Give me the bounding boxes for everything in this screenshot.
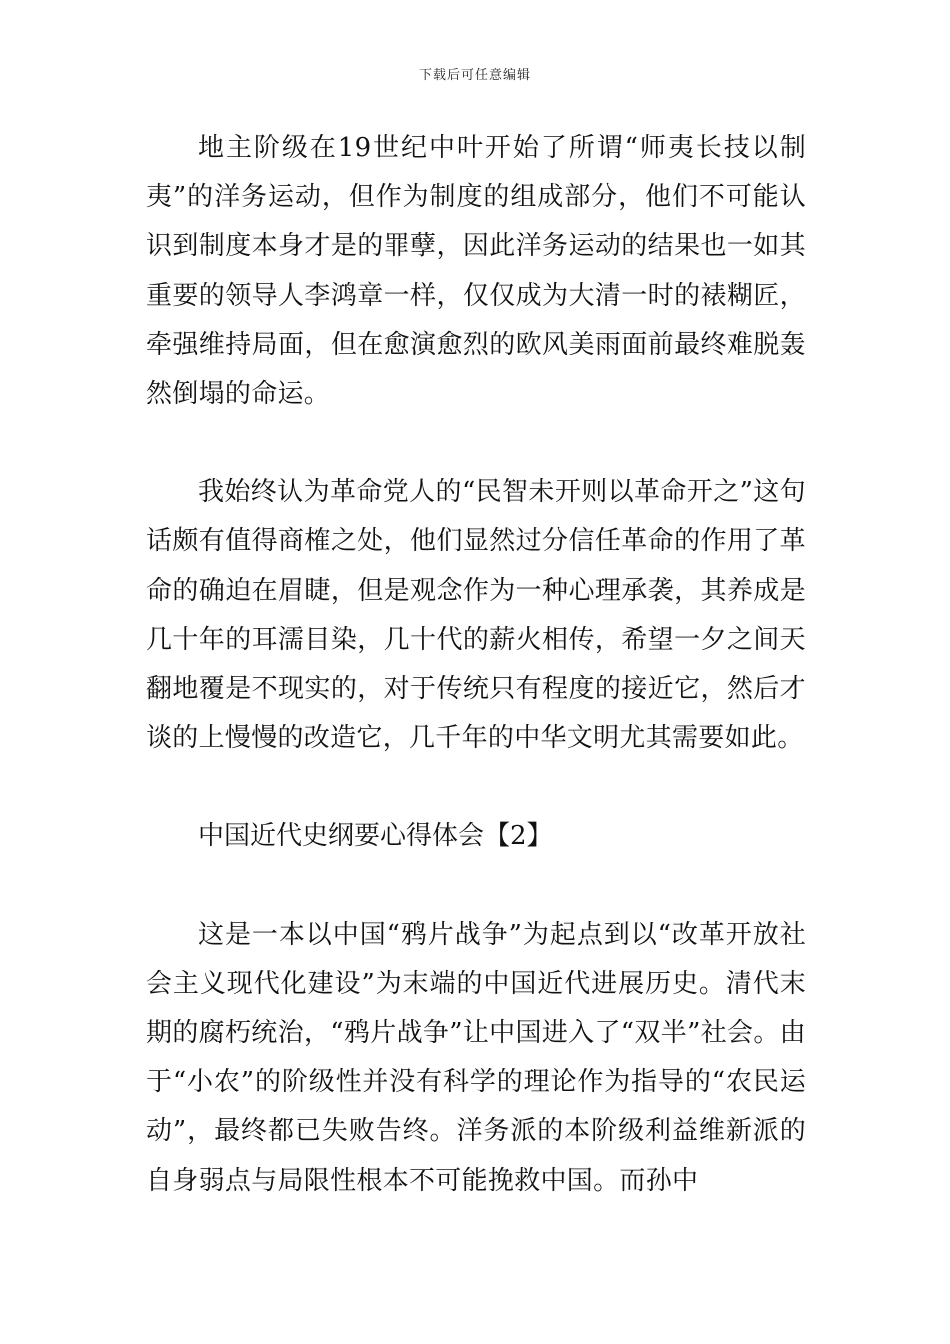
paragraph-spacer xyxy=(146,763,806,812)
paragraph-2: 我始终认为革命党人的“民智未开则以革命开之”这句话颇有值得商榷之处，他们显然过分信任革命的作用了革命的确迫在眉睫，但是观念作为一种心理承袭，其养成是几十年的耳濡目染，几十代的薪火相传，希望一夕之间天翻地覆是不现实的，对于传统只有程度的接近它，然后才谈的上慢慢的改造它，几千年的中华文明尤其需要如此。 xyxy=(146,477,806,754)
paragraph-spacer xyxy=(146,419,806,468)
paragraph-1: 地主阶级在19世纪中叶开始了所谓“师夷长技以制夷”的洋务运动，但作为制度的组成部分，他们不可能认识到制度本身才是的罪孽，因此洋务运动的结果也一如其重要的领导人李鸿章一样，仅仅成为大清一时的裱糊匠，牵强维持局面，但在愈演愈烈的欧风美雨面前最终难脱轰然倒塌的命运。 xyxy=(146,133,806,410)
paragraph-spacer xyxy=(146,862,806,911)
paragraph-3: 这是一本以中国“鸦片战争”为起点到以“改革开放社会主义现代化建设”为末端的中国近代进展历史。清代末期的腐朽统治，“鸦片战争”让中国进入了“双半”社会。由于“小农”的阶级性并没有科学的理论作为指导的“农民运动”，最终都已失败告终。洋务派的本阶级利益维新派的自身弱点与局限性根本不可能挽救中国。而孙中 xyxy=(146,919,806,1196)
section-heading: 中国近代史纲要心得体会【2】 xyxy=(198,821,553,852)
document-body xyxy=(146,124,806,1206)
page-header: 下载后可任意编辑 xyxy=(418,68,531,83)
